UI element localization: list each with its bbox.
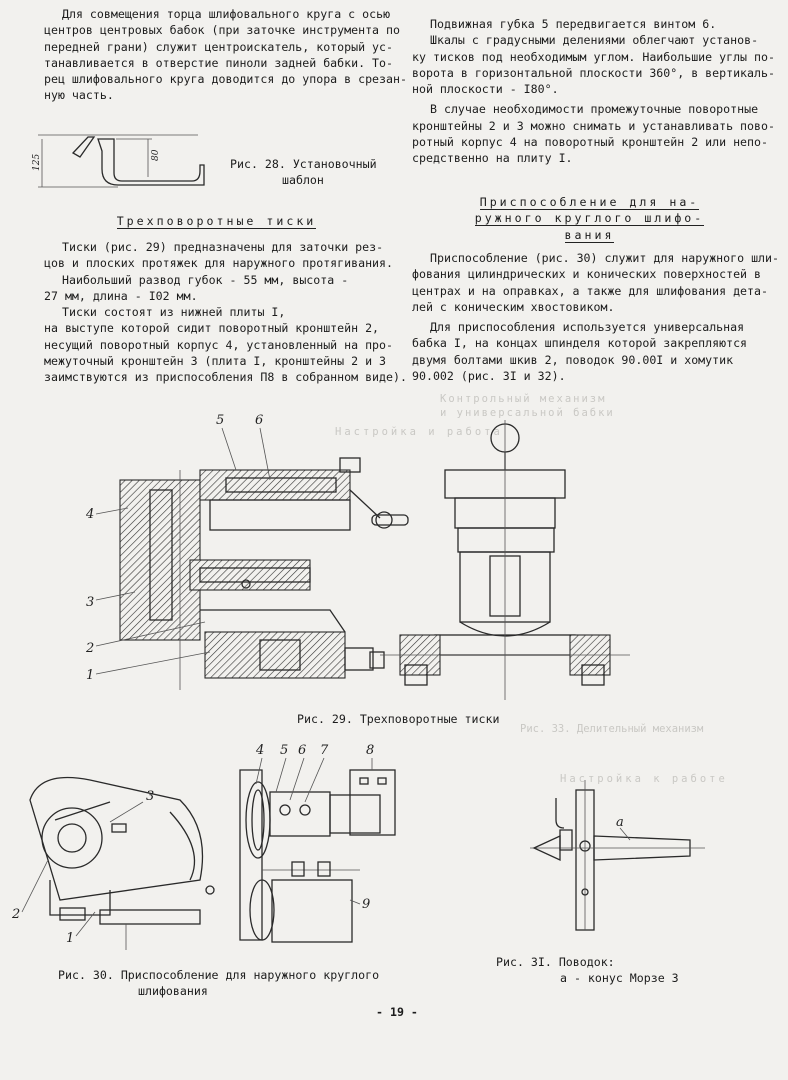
fig29-label-4: 4: [86, 507, 95, 522]
grinding-paragraph: Приспособление (рис. 30) служит для наружного шли- фования цилиндрических и конических поверхностей в центрах и на оправках, а также для шлифования дета- лей с коническим хвостовиком. Для приспособления используется универсальная бабка I, на концах шпинделя которой закрепляются двумя болтами шкив 2, поводок 90.00I и хомутик 90.002 (рис. 3I и 32).: [412, 251, 780, 384]
fig30-label-8: 8: [366, 743, 375, 758]
fig30-grinding-fixture-drawing: [0, 740, 420, 960]
fig28-dimension-125: 125: [32, 153, 42, 171]
fig30-label-2: 2: [12, 907, 21, 922]
fig30-label-9: 9: [362, 897, 371, 912]
fig30-label-1: 1: [66, 931, 75, 946]
fig30-label-7: 7: [320, 743, 329, 758]
section-heading-vise: Трехповоротные тиски: [116, 214, 317, 228]
left-intro-paragraph: Для совмещения торца шлифовального круга с осью центров центровых бабок (при заточке инструмента по передней грани) служит центроискатель, который ус- танавливается в отверстие пиноли задней бабки. То- рец шлифовального круга доводится до упора в срезан- ную часть.: [44, 7, 407, 103]
fig28-dimension-80: 80: [151, 149, 161, 161]
fig30-label-5: 5: [280, 743, 289, 758]
right-intro-paragraph: Подвижная губка 5 передвигается винтом 6. Шкалы с градусными делениями облегчают установ- ку тисков под необходимым углом. Наибольшие углы по- ворота в горизонтальной плоскости 360°, в вертикаль- ной плоскости - I80°. В случае необходимости промежуточные поворотные кронштейны 2 и 3 можно снимать и устанавливать пово- ротный корпус 4 на поворотный кронштейн 2 или непо- средственно на плиту I.: [412, 17, 775, 166]
fig29-vise-drawing: [0, 400, 788, 710]
fig29-label-6: 6: [255, 413, 264, 428]
fig29-label-1: 1: [86, 668, 95, 683]
fig29-caption: Рис. 29. Трехповоротные тиски: [297, 712, 500, 726]
fig29-label-3: 3: [86, 595, 95, 610]
bleed-through-text-4: Настройка к работе: [560, 773, 728, 785]
page-number: - 19 -: [376, 1005, 418, 1019]
section-heading-grinding: Приспособление для на- ружного круглого шлифо- вания: [474, 195, 705, 242]
bleed-through-text-3: Рис. 33. Делительный механизм: [520, 723, 704, 735]
fig30-label-3: 3: [146, 789, 155, 804]
vise-paragraph: Тиски (рис. 29) предназначены для заточки рез- цов и плоских протяжек для наружного протягивания. Наибольший развод губок - 55 мм, высота - 27 мм, длина - I02 мм. Тиски состоят из нижней плиты I, на выступе которой сидит поворотный кронштейн 2, несущий поворотный корпус 4, установленный на про- межуточный кронштейн 3 (плита I, кронштейны 2 и 3 заимствуются из приспособления П8 в собранном виде).: [44, 240, 407, 385]
fig30-label-4: 4: [256, 743, 265, 758]
fig30-label-6: 6: [298, 743, 307, 758]
fig31-label-a: а: [616, 815, 624, 830]
fig29-label-5: 5: [216, 413, 225, 428]
bleed-through-text-2: Настройка и работа: [335, 426, 503, 438]
fig28-template-drawing: [28, 125, 218, 205]
fig29-label-2: 2: [86, 641, 95, 656]
fig31-driver-drawing: [520, 780, 720, 930]
bleed-through-text: Контрольный механизм и универсальной бабки: [440, 393, 615, 419]
fig31-caption: Рис. 3I. Поводок: а - конус Морзе 3: [496, 955, 679, 985]
fig28-caption: Рис. 28. Установочный шаблон: [230, 157, 377, 187]
fig30-caption: Рис. 30. Приспособление для наружного круглого шлифования: [58, 968, 380, 998]
